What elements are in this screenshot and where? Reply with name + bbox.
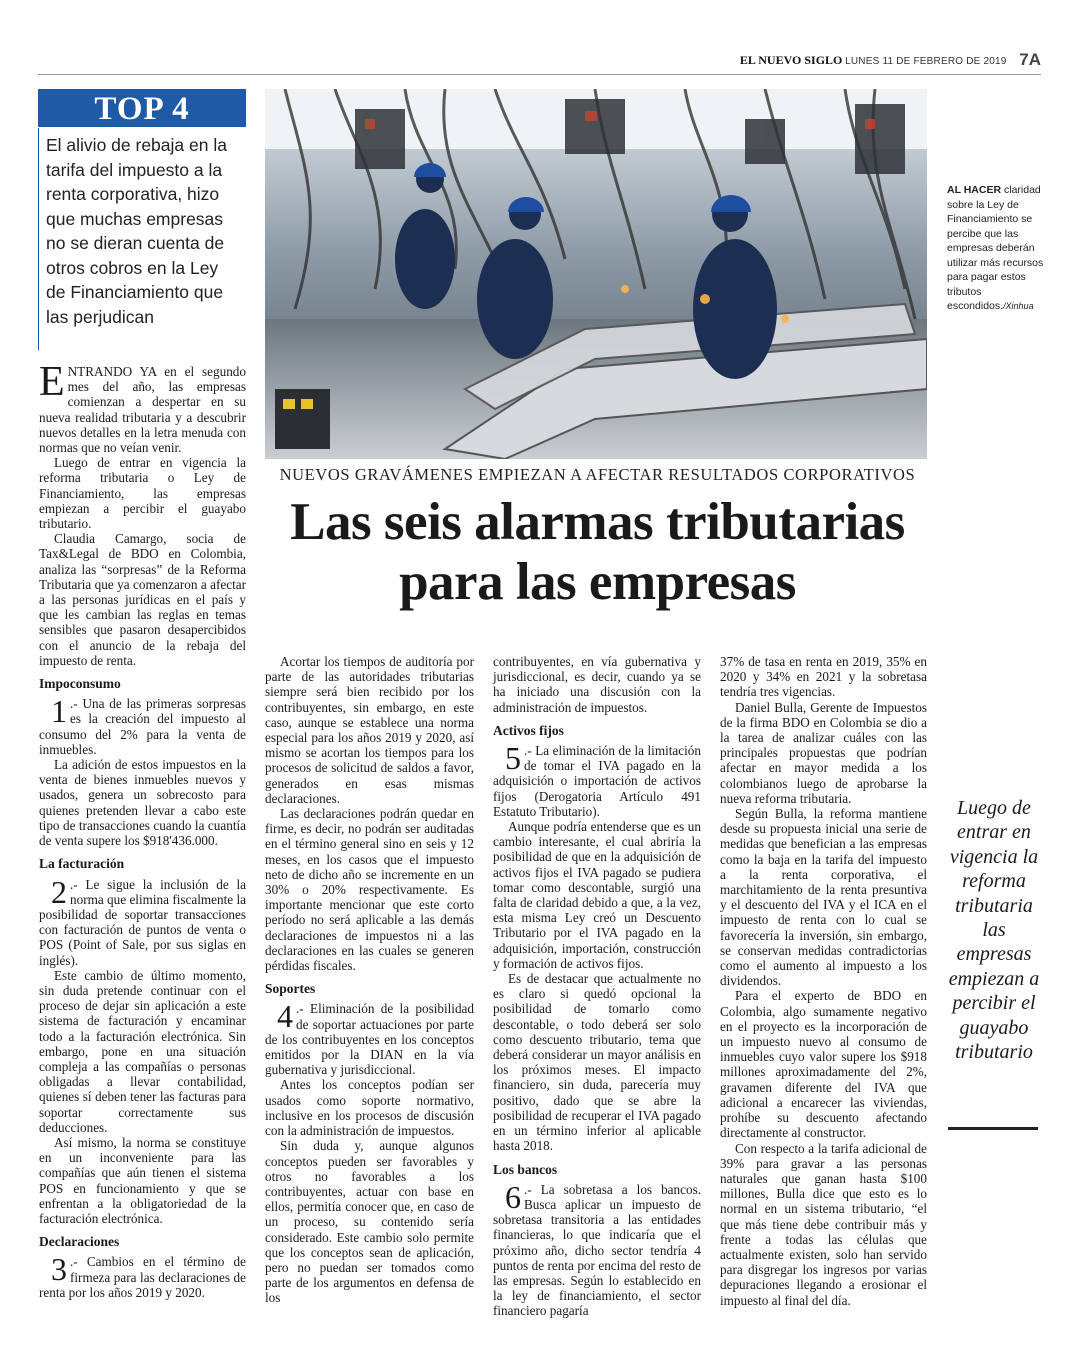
numbered-point: 1 .- Una de las primeras sorpresas es la creación del impuesto al consumo del 2% para la venta de inmuebles.	[39, 693, 246, 757]
paragraph: contribuyentes, en vía gubernativa y jurisdiccional, es decir, cuando ya se ha iniciado una discusión con la administración de impuestos.	[493, 654, 701, 715]
section-heading: Declaraciones	[39, 1234, 120, 1250]
article-column-4	[720, 654, 927, 1308]
point-number: 4	[277, 998, 293, 1035]
lead-paragraph: ENTRANDO YA en el segundo mes del año, las empresas comienzan a despertar en su nueva realidad tributaria y a descubrir nuevos detalles en la letra menuda con normas que no veían venir.	[39, 359, 246, 456]
paragraph: Antes los conceptos podían ser usados como soporte normativo, inclusive en los procesos de discusión con la administración de impuestos.	[265, 1077, 474, 1139]
paragraph: 37% de tasa en renta en 2019, 35% en 2020 y 34% en 2021 y la sobretasa tendría tres vigencias.	[720, 654, 927, 700]
paragraph: Este cambio de último momento, sin duda pretende continuar con el proceso de dejar sin aplicación a este sistema de facturación y encaminar todo a la facturación electrónica. Sin embargo, pone en una situación compleja a las compañías o personas obligadas a llevar contabilidad, quienes sí deben tener las facturas para soportar correctamente sus deducciones.	[39, 967, 246, 1135]
drop-cap: E	[39, 359, 65, 405]
paragraph: Las declaraciones podrán quedar en firme, es decir, no podrán ser auditadas en el término general sino en seis y 12 meses, en los casos que el impuesto neto de dicho año se incremente en un 30% o 20% respectivamente. Es importante mencionar que este corto período no será aplicable a las demás declaraciones de impuestos ni a las declaraciones en las cuales se generen pérdidas fiscales.	[265, 806, 474, 974]
section-heading: La facturación	[39, 856, 125, 872]
paragraph: Aunque podría entenderse que es un cambio interesante, el cual abriría la posibilidad de que en la adquisición de activos fijos el IVA pagado se pudiera tomar como descontable, surgió una falta de claridad debido a que, a la vez, esta misma Ley creó un Descuento Tributario por el IVA pagado en la adquisición, importación, construcción y formación de activos fijos.	[493, 819, 701, 971]
top4-summary: El alivio de rebaja en la tarifa del impuesto a la renta corporativa, hizo que muchas empresas no se dieran cuenta de otros cobros en la Ley de Financiamiento que las perjudican	[46, 135, 227, 327]
caption-text: claridad sobre la Ley de Financiamiento se percibe que las empresas deberán utilizar más recursos para pagar estos tributos escondidos.	[947, 184, 1044, 312]
numbered-point: 6 .- La sobretasa a los bancos. Busca aplicar un impuesto de sobretasa transitoria a las entidades financieras, lo que indicaría que el próximo año, dicho sector tendría 4 puntos de renta por encima del resto de las empresas. Según lo establecido en la ley de financiamiento, el sector financiero pagaría	[493, 1178, 701, 1319]
photo-caption	[947, 183, 1047, 314]
point-number: 6	[505, 1178, 521, 1215]
section-heading: Soportes	[265, 981, 316, 997]
paragraph: Sin duda y, aunque algunos conceptos pueden ser favorables y otros no favorables a los contribuyentes, actuar con base en ellos, permitía conocer que, en caso de un proceso, su contenido sería considerado. Este cambio solo permite que los conceptos sean de aplicación, pero no puedan ser tomados como parte de los argumentos en defensa de los	[265, 1138, 474, 1306]
paragraph: Claudia Camargo, socia de Tax&Legal de BDO en Colombia, analiza las “sorpresas” de la Reforma Tributaria que ya comenzaron a afectar a las personas jurídicas en el país y que les cambian las reglas en temas sensibles que pasaron desapercibidos con el anuncio de la rebaja del impuesto de renta.	[39, 531, 246, 668]
pull-quote-rule	[948, 1127, 1038, 1130]
paragraph: Para el experto de BDO en Colombia, algo sumamente negativo en el proyecto es la incorporación de un impuesto nuevo al consumo de inmuebles cuyo valor supere los $918 millones aproximadamente del 2%, gravamen diferente del IVA que adicional a encarecer las viviendas, prohíbe su descuento afectando directamente al constructor.	[720, 988, 927, 1141]
article-column-2	[265, 654, 474, 1306]
numbered-point: 3 .- Cambios en el término de firmeza para las declaraciones de renta por los años 2019 y 2020.	[39, 1251, 246, 1300]
paragraph: Acortar los tiempos de auditoría por parte de las autoridades tributarias siempre será bien recibido por los contribuyentes, sin embargo, en este caso, aunque se establece una norma especial para los años 2019 y 2020, así mismo se acortan los tiempos para los procesos de solicitud de saldos a favor, generados en esas mismas declaraciones.	[265, 654, 474, 806]
numbered-point: 4 .- Eliminación de la posibilidad de soportar actuaciones por parte de los contribuyentes en los conceptos emitidos por la DIAN en la vía gubernativa y jurisdiccional.	[265, 998, 474, 1078]
factory-assembly-line-image	[265, 89, 927, 459]
paragraph: Daniel Bulla, Gerente de Impuestos de la firma BDO en Colombia se dio a la tarea de analizar cuáles con las principales propuestas que podrían afectar en mayor medida a los colombianos luego de aprobarse la nueva reforma tributaria.	[720, 699, 927, 806]
factory-photo	[265, 89, 927, 459]
paragraph: Según Bulla, la reforma mantiene desde su propuesta inicial una serie de medidas que benefician a las empresas como la baja en la tarifa del impuesto a la renta corporativa, el marchitamiento de la renta presuntiva y el descuento del IVA y el ICA en el impuesto de renta con lo cual se favorecería la inversión, sin embargo, se conservan medidas contradictorias como el aumento al impuesto a los dividendos.	[720, 806, 927, 989]
caption-lead: AL HACER	[947, 184, 1002, 196]
pull-quote: Luego de entrar en vigencia la reforma tributaria las empresas empiezan a percibir el guayabo tributario	[948, 797, 1040, 1064]
page-header	[38, 48, 1041, 75]
point-number: 2	[51, 873, 67, 910]
photo-credit: /Xinhua	[1003, 301, 1034, 311]
article-kicker: NUEVOS GRAVÁMENES EMPIEZAN A AFECTAR RESULTADOS CORPORATIVOS	[279, 465, 916, 484]
paragraph: Así mismo, la norma se constituye en un inconveniente para las compañías que aún tienen el sistema POS en funcionamiento y que se enfrentan a la obligatoriedad de la facturación electrónica.	[39, 1134, 246, 1226]
newspaper-name: EL NUEVO SIGLO	[739, 53, 843, 67]
paragraph: La adición de estos impuestos en la venta de bienes inmuebles nuevos y usados, genera un sobrecosto para quienes pretenden llevar a cabo este tipo de transacciones cuando la cuantía de venta supere los $918'436.000.	[39, 757, 246, 849]
numbered-point: 5 .- La eliminación de la limitación de tomar el IVA pagado en la adquisición o importación de activos fijos (Derogatoria Artículo 491 Estatuto Tributario).	[493, 740, 701, 819]
paragraph: Con respecto a la tarifa adicional de 39% para gravar a las personas naturales que ganan hasta $100 millones, Bulla dice que esto es lo normal en un sistema tributario, “el que más tiene debe contribuir más y frente a todas las células que actualmente existen, solo han servido para disgregar los ingresos por varias depuraciones llegando a erosionar el impuesto al final del día.	[720, 1140, 927, 1308]
section-heading: Los bancos	[493, 1161, 558, 1177]
top4-rule	[38, 128, 39, 350]
article-column-1	[39, 359, 246, 1300]
page-number: 7A	[1019, 50, 1041, 69]
article-column-3	[493, 654, 701, 1319]
point-number: 3	[51, 1251, 67, 1288]
headline-line-2: para las empresas	[399, 553, 796, 611]
headline-line-1: Las seis alarmas tributarias	[290, 493, 905, 551]
top4-banner: TOP 4	[38, 89, 246, 127]
issue-date: LUNES 11 DE FEBRERO DE 2019	[845, 56, 1007, 67]
header-info	[740, 50, 1041, 70]
article-headline	[265, 492, 930, 612]
section-heading: Activos fijos	[493, 722, 564, 738]
paragraph: Es de destacar que actualmente no es claro si quedó opcional la posibilidad de tomarlo como descontable, o todo deberá ser solo como descuento tributario, tema que deberá considerar un mayor análisis en los próximos meses. El impacto financiero, sin duda, parecería muy positivo, dado que se abre la posibilidad de recuperar el IVA pagado en un término inferior al aplicable hasta 2018.	[493, 971, 701, 1154]
point-number: 1	[51, 693, 67, 730]
section-heading: Impoconsumo	[39, 676, 121, 692]
numbered-point: 2 .- Le sigue la inclusión de la norma que elimina fiscalmente la posibilidad de soportar transacciones con facturación de puntos de venta o POS (Point of Sale, por sus siglas en inglés).	[39, 873, 246, 968]
paragraph: Luego de entrar en vigencia la reforma tributaria o Ley de Financiamiento, las empresas empiezan a percibir el guayabo tributario.	[39, 455, 246, 532]
point-number: 5	[505, 740, 521, 777]
